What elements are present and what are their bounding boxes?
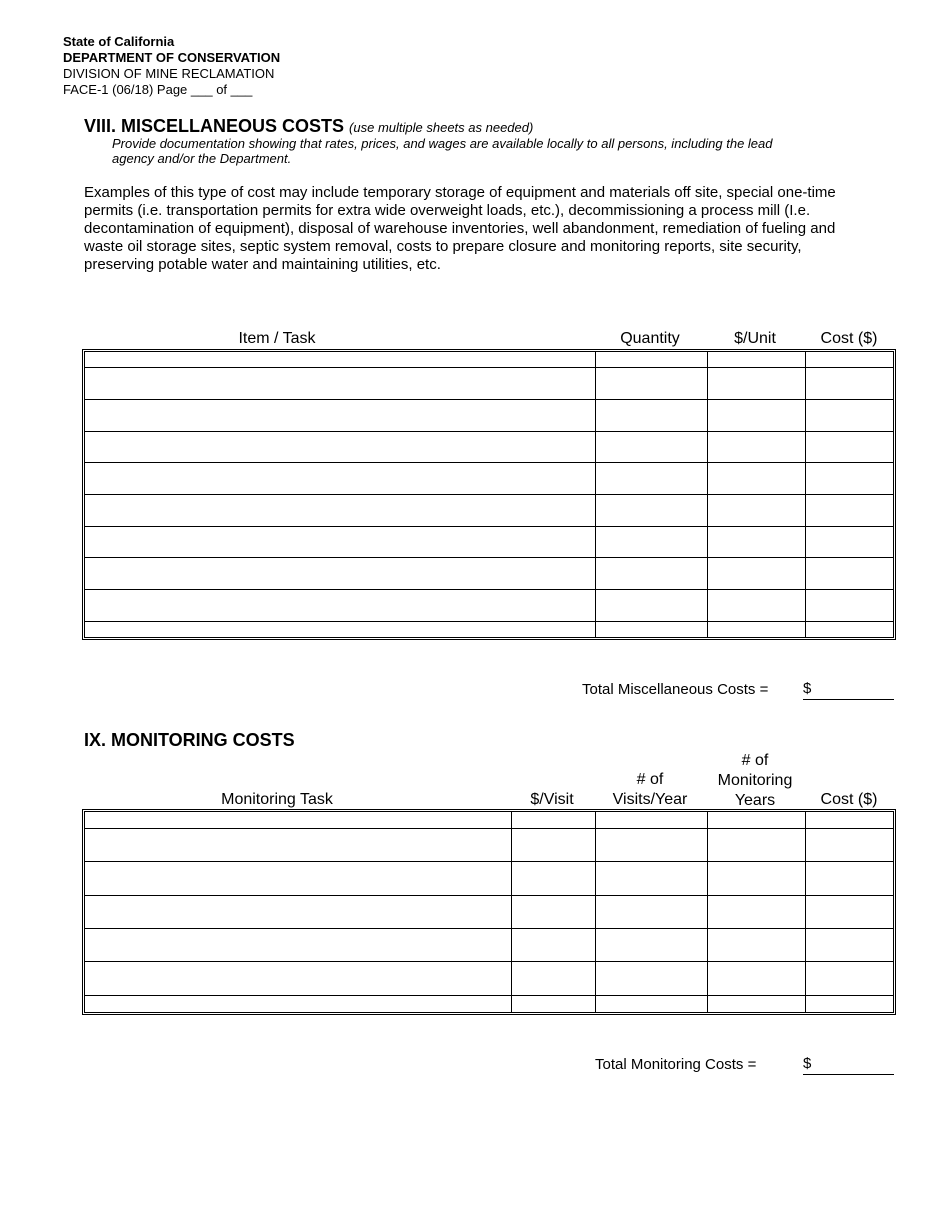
- misc-table-cell[interactable]: [805, 463, 893, 495]
- monitoring-table-cell[interactable]: [511, 862, 595, 895]
- misc-table-cell[interactable]: [595, 494, 707, 526]
- mon-col-years-line: # of: [741, 752, 769, 769]
- misc-costs-table: [82, 349, 896, 640]
- monitoring-table-row: [85, 862, 893, 895]
- mon-col-years-line: Monitoring: [717, 772, 793, 789]
- monitoring-table-cell[interactable]: [707, 962, 805, 995]
- monitoring-table-row: [85, 962, 893, 995]
- mon-col-visits-year-line: # of: [636, 771, 664, 788]
- monitoring-table-cell[interactable]: [595, 895, 707, 928]
- monitoring-section-title: IX. MONITORING COSTS: [84, 730, 295, 750]
- monitoring-table-cell[interactable]: [85, 895, 511, 928]
- misc-table-cell[interactable]: [707, 352, 805, 368]
- example-line: waste oil storage sites, septic system removal, costs to prepare closure and monitoring reports, site security,: [84, 238, 802, 255]
- monitoring-table-cell[interactable]: [707, 829, 805, 862]
- misc-table-cell[interactable]: [805, 352, 893, 368]
- division-name: DIVISION OF MINE RECLAMATION: [63, 66, 275, 81]
- misc-table-cell[interactable]: [707, 558, 805, 590]
- misc-instruction-line: Provide documentation showing that rates, prices, and wages are available locally to all persons, including the lead: [112, 136, 773, 151]
- misc-table-cell[interactable]: [707, 621, 805, 637]
- misc-table-cell[interactable]: [595, 589, 707, 621]
- misc-table-cell[interactable]: [805, 526, 893, 558]
- misc-table-cell[interactable]: [805, 431, 893, 463]
- monitoring-table-cell[interactable]: [595, 862, 707, 895]
- misc-table-cell[interactable]: [595, 399, 707, 431]
- monitoring-table-cell[interactable]: [85, 862, 511, 895]
- monitoring-table-cell[interactable]: [805, 862, 893, 895]
- misc-table-cell[interactable]: [805, 589, 893, 621]
- misc-table-cell[interactable]: [85, 526, 595, 558]
- mon-col-per-visit: [510, 790, 594, 810]
- misc-table-cell[interactable]: [805, 368, 893, 400]
- misc-table-cell[interactable]: [805, 399, 893, 431]
- misc-table-row: [85, 431, 893, 463]
- monitoring-table-cell[interactable]: [805, 962, 893, 995]
- misc-col-item-task: Item / Task: [238, 330, 316, 347]
- department-name: DEPARTMENT OF CONSERVATION: [63, 50, 281, 65]
- misc-col-cost: Cost ($): [820, 330, 878, 347]
- misc-table-row: [85, 399, 893, 431]
- example-line: preserving potable water and maintaining utilities, etc.: [84, 256, 441, 273]
- monitoring-table-cell[interactable]: [511, 829, 595, 862]
- monitoring-table-cell[interactable]: [595, 995, 707, 1012]
- example-line: permits (i.e. transportation permits for extra wide overweight loads, etc.), decommissioning a process mill (I.e.: [84, 202, 811, 219]
- misc-table-cell[interactable]: [85, 463, 595, 495]
- monitoring-table-cell[interactable]: [85, 829, 511, 862]
- monitoring-table-cell[interactable]: [85, 929, 511, 962]
- misc-total-label: Total Miscellaneous Costs =: [582, 681, 769, 698]
- monitoring-table-cell[interactable]: [805, 829, 893, 862]
- misc-table-cell[interactable]: [85, 399, 595, 431]
- form-id: FACE-1 (06/18) Page ___ of ___: [63, 82, 253, 97]
- monitoring-table-cell[interactable]: [85, 962, 511, 995]
- misc-table-cell[interactable]: [707, 431, 805, 463]
- monitoring-table-cell[interactable]: [511, 962, 595, 995]
- monitoring-table-row: [85, 812, 893, 829]
- monitoring-table-row: [85, 929, 893, 962]
- monitoring-total-currency: $: [803, 1055, 812, 1072]
- monitoring-table-cell[interactable]: [511, 895, 595, 928]
- monitoring-table-cell[interactable]: [805, 812, 893, 829]
- misc-table-cell[interactable]: [805, 494, 893, 526]
- misc-table-cell[interactable]: [85, 368, 595, 400]
- misc-table-row: [85, 352, 893, 368]
- monitoring-table-cell[interactable]: [805, 995, 893, 1012]
- misc-total-currency: $: [803, 680, 812, 697]
- misc-table-cell[interactable]: [805, 558, 893, 590]
- monitoring-table-cell[interactable]: [595, 929, 707, 962]
- misc-table-cell[interactable]: [85, 494, 595, 526]
- monitoring-table-cell[interactable]: [707, 812, 805, 829]
- monitoring-table-cell[interactable]: [707, 862, 805, 895]
- monitoring-table-row: [85, 995, 893, 1012]
- misc-instruction-line: agency and/or the Department.: [112, 151, 292, 166]
- misc-examples-paragraph: [84, 184, 904, 274]
- example-line: decontamination of equipment), disposal of warehouse inventories, well abandonment, remediation of fueling and: [84, 220, 836, 237]
- misc-table-cell[interactable]: [707, 526, 805, 558]
- misc-table-cell[interactable]: [707, 463, 805, 495]
- misc-table-row: [85, 463, 893, 495]
- mon-col-years-line: Years: [734, 792, 776, 809]
- monitoring-total-field[interactable]: [803, 1055, 894, 1075]
- misc-table-row: [85, 589, 893, 621]
- mon-col-cost-line: Cost ($): [820, 791, 878, 808]
- misc-table-cell[interactable]: [595, 463, 707, 495]
- misc-table-cell[interactable]: [85, 558, 595, 590]
- monitoring-table-cell[interactable]: [707, 895, 805, 928]
- example-line: Examples of this type of cost may include temporary storage of equipment and materials off site, special one-time: [84, 184, 836, 201]
- monitoring-table-cell[interactable]: [595, 962, 707, 995]
- misc-section-title: [84, 116, 533, 137]
- mon-col-per-visit-line: $/Visit: [530, 791, 574, 808]
- misc-table-cell[interactable]: [85, 621, 595, 637]
- mon-col-cost: [804, 790, 894, 810]
- misc-instruction: [112, 136, 852, 166]
- misc-col-quantity: Quantity: [620, 330, 680, 347]
- monitoring-table-cell[interactable]: [805, 895, 893, 928]
- misc-table-cell[interactable]: [595, 431, 707, 463]
- mon-col-years: [706, 751, 804, 811]
- monitoring-table-cell[interactable]: [707, 929, 805, 962]
- monitoring-table-cell[interactable]: [707, 995, 805, 1012]
- state-name: State of California: [63, 34, 175, 49]
- monitoring-table-cell[interactable]: [511, 995, 595, 1012]
- misc-table-cell[interactable]: [707, 589, 805, 621]
- misc-title-text: VIII. MISCELLANEOUS COSTS: [84, 116, 345, 136]
- misc-title-note: (use multiple sheets as needed): [349, 120, 534, 135]
- monitoring-table-cell[interactable]: [595, 812, 707, 829]
- misc-table-cell[interactable]: [595, 621, 707, 637]
- misc-table-row: [85, 526, 893, 558]
- misc-table-row: [85, 558, 893, 590]
- misc-table-cell[interactable]: [85, 589, 595, 621]
- monitoring-table-row: [85, 829, 893, 862]
- monitoring-table-cell[interactable]: [511, 812, 595, 829]
- mon-col-visits-year: [594, 770, 706, 810]
- misc-table-cell[interactable]: [595, 526, 707, 558]
- misc-table-row: [85, 368, 893, 400]
- misc-table-cell[interactable]: [805, 621, 893, 637]
- misc-table-row: [85, 621, 893, 637]
- misc-table-cell[interactable]: [85, 352, 595, 368]
- mon-col-task-line: Monitoring Task: [221, 791, 333, 808]
- monitoring-total-label: Total Monitoring Costs =: [595, 1056, 757, 1073]
- mon-col-visits-year-line: Visits/Year: [612, 791, 688, 808]
- misc-total-field[interactable]: [803, 680, 894, 700]
- monitoring-table-cell[interactable]: [595, 829, 707, 862]
- misc-table-row: [85, 494, 893, 526]
- mon-col-task: [84, 790, 470, 810]
- misc-table-cell[interactable]: [707, 399, 805, 431]
- misc-table-cell[interactable]: [595, 368, 707, 400]
- misc-table-cell[interactable]: [707, 494, 805, 526]
- misc-table-cell[interactable]: [595, 352, 707, 368]
- monitoring-table-cell[interactable]: [511, 929, 595, 962]
- misc-col-per-unit: $/Unit: [734, 330, 776, 347]
- monitoring-table-row: [85, 895, 893, 928]
- misc-table-cell[interactable]: [595, 558, 707, 590]
- monitoring-table-cell[interactable]: [805, 929, 893, 962]
- monitoring-table-cell[interactable]: [85, 812, 511, 829]
- monitoring-table-cell[interactable]: [85, 995, 511, 1012]
- monitoring-costs-table: [82, 809, 896, 1015]
- misc-table-cell[interactable]: [85, 431, 595, 463]
- misc-table-cell[interactable]: [707, 368, 805, 400]
